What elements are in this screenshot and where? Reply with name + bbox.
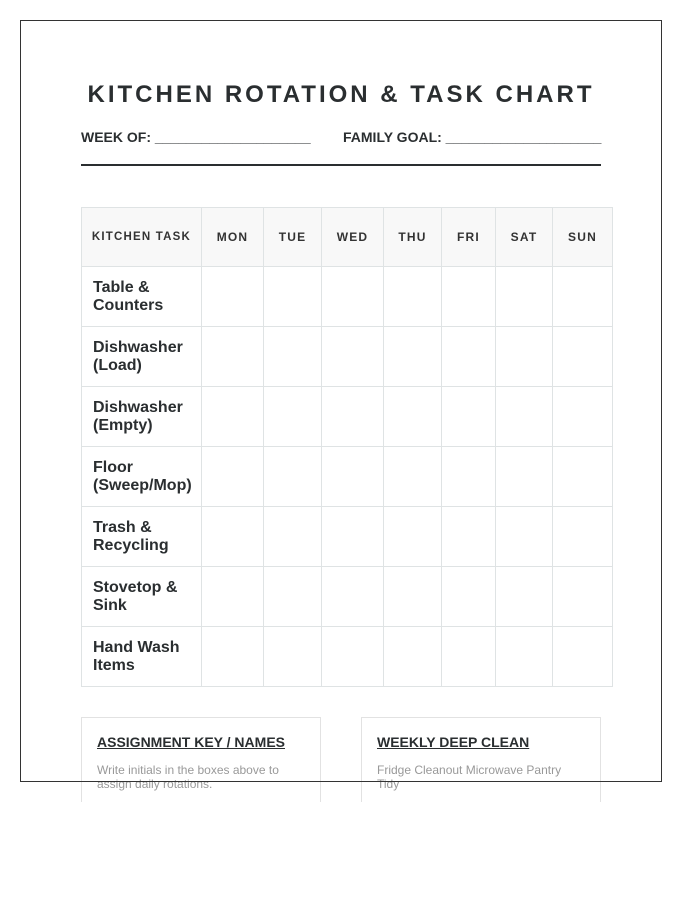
assignment-cell[interactable]: [202, 387, 264, 447]
task-name: Table & Counters: [82, 267, 202, 327]
assignment-cell[interactable]: [322, 447, 384, 507]
assignment-cell[interactable]: [384, 387, 442, 447]
assignment-cell[interactable]: [322, 567, 384, 627]
assignment-cell[interactable]: [553, 507, 613, 567]
column-header-fri: FRI: [442, 208, 496, 267]
task-name: Trash & Recycling: [82, 507, 202, 567]
assignment-cell[interactable]: [264, 267, 322, 327]
assignment-cell[interactable]: [496, 447, 553, 507]
assignment-cell[interactable]: [496, 507, 553, 567]
task-name: Dishwasher (Empty): [82, 387, 202, 447]
assignment-cell[interactable]: [322, 387, 384, 447]
task-name: Floor (Sweep/Mop): [82, 447, 202, 507]
page-title: KITCHEN ROTATION & TASK CHART: [87, 81, 595, 108]
week-of-field[interactable]: WEEK OF: ____________________: [81, 129, 311, 145]
table-row: [82, 327, 613, 387]
assignment-cell[interactable]: [384, 567, 442, 627]
assignment-cell[interactable]: [264, 447, 322, 507]
assignment-cell[interactable]: [442, 507, 496, 567]
column-header-mon: MON: [202, 208, 264, 267]
task-name: Dishwasher (Load): [82, 327, 202, 387]
weekly-deep-clean-text: Fridge Cleanout Microwave Pantry Tidy: [377, 763, 562, 791]
header-row: [82, 208, 613, 267]
assignment-cell[interactable]: [553, 267, 613, 327]
assignment-cell[interactable]: [202, 627, 264, 687]
assignment-cell[interactable]: [442, 447, 496, 507]
assignment-cell[interactable]: [384, 507, 442, 567]
assignment-cell[interactable]: [264, 507, 322, 567]
assignment-cell[interactable]: [553, 447, 613, 507]
weekly-deep-clean-card: [361, 717, 601, 802]
assignment-cell[interactable]: [442, 567, 496, 627]
task-chart-table: [81, 207, 613, 687]
column-header-thu: THU: [384, 208, 442, 267]
task-name: Hand Wash Items: [82, 627, 202, 687]
assignment-cell[interactable]: [496, 327, 553, 387]
assignment-cell[interactable]: [264, 627, 322, 687]
assignment-cell[interactable]: [264, 387, 322, 447]
column-header-wed: WED: [322, 208, 384, 267]
table-row: [82, 267, 613, 327]
assignment-cell[interactable]: [322, 507, 384, 567]
assignment-cell[interactable]: [322, 627, 384, 687]
assignment-cell[interactable]: [442, 387, 496, 447]
column-header-task: KITCHEN TASK: [82, 208, 202, 267]
assignment-cell[interactable]: [202, 507, 264, 567]
weekly-deep-clean-title: WEEKLY DEEP CLEAN: [377, 734, 530, 750]
family-goal-field[interactable]: FAMILY GOAL: ____________________: [343, 129, 602, 145]
column-header-sun: SUN: [553, 208, 613, 267]
assignment-cell[interactable]: [553, 327, 613, 387]
assignment-cell[interactable]: [442, 267, 496, 327]
divider-rule: [81, 164, 601, 166]
table-row: [82, 447, 613, 507]
assignment-cell[interactable]: [496, 567, 553, 627]
assignment-cell[interactable]: [384, 327, 442, 387]
assignment-cell[interactable]: [496, 267, 553, 327]
table-row: [82, 627, 613, 687]
assignment-key-title: ASSIGNMENT KEY / NAMES: [97, 734, 285, 750]
assignment-cell[interactable]: [496, 627, 553, 687]
table-row: [82, 507, 613, 567]
column-header-tue: TUE: [264, 208, 322, 267]
task-name: Stovetop & Sink: [82, 567, 202, 627]
assignment-cell[interactable]: [496, 387, 553, 447]
assignment-cell[interactable]: [553, 387, 613, 447]
assignment-cell[interactable]: [264, 327, 322, 387]
assignment-cell[interactable]: [202, 447, 264, 507]
assignment-cell[interactable]: [384, 627, 442, 687]
assignment-cell[interactable]: [322, 327, 384, 387]
assignment-key-text: Write initials in the boxes above to assign daily rotations.: [97, 763, 279, 791]
assignment-cell[interactable]: [384, 267, 442, 327]
assignment-cell[interactable]: [553, 567, 613, 627]
assignment-key-card: [81, 717, 321, 802]
assignment-cell[interactable]: [264, 567, 322, 627]
assignment-cell[interactable]: [202, 567, 264, 627]
assignment-cell[interactable]: [202, 267, 264, 327]
assignment-cell[interactable]: [384, 447, 442, 507]
column-header-sat: SAT: [496, 208, 553, 267]
table-row: [82, 387, 613, 447]
table-row: [82, 567, 613, 627]
assignment-cell[interactable]: [442, 627, 496, 687]
assignment-cell[interactable]: [202, 327, 264, 387]
assignment-cell[interactable]: [553, 627, 613, 687]
assignment-cell[interactable]: [322, 267, 384, 327]
assignment-cell[interactable]: [442, 327, 496, 387]
